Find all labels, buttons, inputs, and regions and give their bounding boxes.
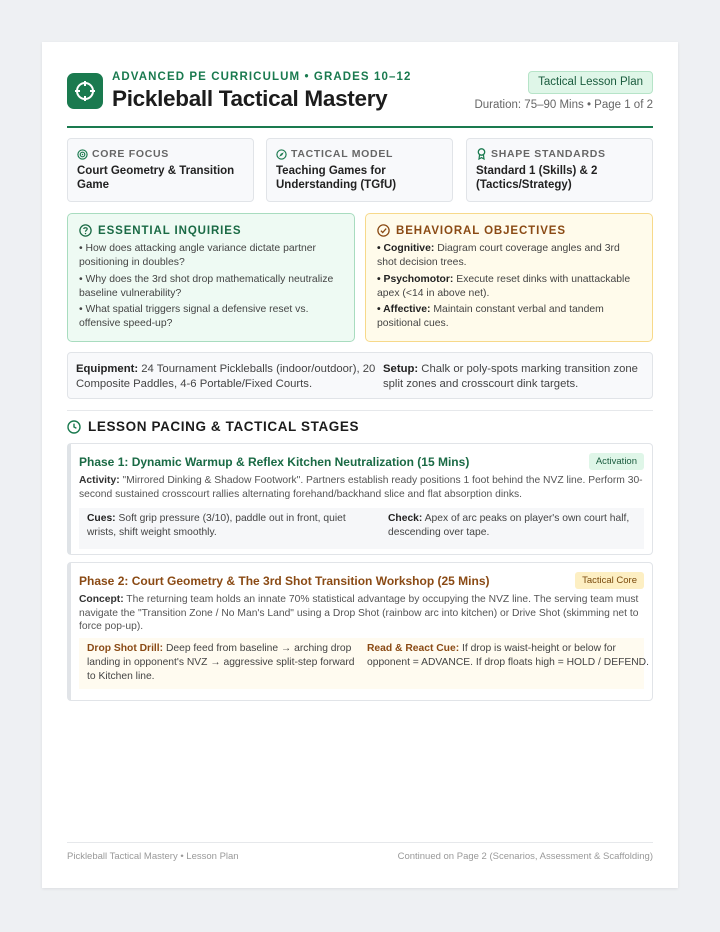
objective-label: • Cognitive: xyxy=(377,243,435,254)
activity-label: Activity: xyxy=(79,475,120,486)
concept-label: Concept: xyxy=(79,594,124,605)
award-icon xyxy=(476,148,487,160)
clock-icon xyxy=(67,420,81,434)
plan-type-badge: Tactical Lesson Plan xyxy=(528,71,653,94)
target-logo-icon xyxy=(67,73,103,109)
drill-description: Deep feed from baseline → arching drop landing in opponent's NVZ → aggressive split-step forward to Kitchen line. xyxy=(87,643,355,682)
section-divider xyxy=(67,410,653,411)
behavioral-objectives-heading: BEHAVIORAL OBJECTIVES xyxy=(396,224,566,237)
setup-text xyxy=(383,362,645,391)
compass-icon xyxy=(276,149,287,160)
page-title: Pickleball Tactical Mastery xyxy=(112,86,388,111)
phase-activity xyxy=(79,474,644,501)
objective-text: Diagram court coverage angles and 3rd shot decision trees. xyxy=(377,243,620,268)
core-focus-label: CORE FOCUS xyxy=(92,148,170,160)
activity-text: "Mirrored Dinking & Shadow Footwork". Partners establish ready positions 1 foot behind the NVZ line. Perform 30-second sustained crosscourt rallies alternating forehand/backhand slice and flat absorption dinks. xyxy=(79,475,643,500)
stages-heading-text: LESSON PACING & TACTICAL STAGES xyxy=(88,419,360,434)
tactical-model-card xyxy=(266,138,453,202)
objective-item xyxy=(377,273,641,301)
drill-text xyxy=(87,642,363,684)
objectives-list xyxy=(377,242,641,331)
read-react-description: If drop is waist-height or below for opponent = ADVANCE. If drop floats high = HOLD / DEFEND. xyxy=(367,643,649,668)
core-focus-card xyxy=(67,138,254,202)
tactical-model-value: Teaching Games for Understanding (TGfU) xyxy=(276,165,397,191)
equipment-setup-box xyxy=(67,352,653,399)
shape-standards-value: Standard 1 (Skills) & 2 (Tactics/Strategy) xyxy=(476,165,598,191)
inquiry-item: • Why does the 3rd shot drop mathematically neutralize baseline vulnerability? xyxy=(79,273,334,299)
phase-title: Phase 1: Dynamic Warmup & Reflex Kitchen Neutralization (15 Mins) xyxy=(79,455,470,469)
read-react-text xyxy=(367,642,649,670)
equipment-text xyxy=(76,362,378,391)
setup-label: Setup: xyxy=(383,363,419,375)
check-circle-icon xyxy=(377,224,390,237)
check-description: Apex of arc peaks on player's own court half, descending over tape. xyxy=(388,513,630,538)
footer-divider xyxy=(67,842,653,843)
inquiry-item: • What spatial triggers signal a defensive reset vs. offensive speed-up? xyxy=(79,304,309,329)
check-label: Check: xyxy=(388,513,423,524)
core-focus-value: Court Geometry & Transition Game xyxy=(77,165,235,191)
equipment-list: 24 Tournament Pickleballs (indoor/outdoor), 20 Composite Paddles, 4-6 Portable/Fixed Courts. xyxy=(76,363,376,390)
essential-inquiries-heading: ESSENTIAL INQUIRIES xyxy=(98,224,242,237)
shape-standards-label: SHAPE STANDARDS xyxy=(491,148,606,160)
equipment-label: Equipment: xyxy=(76,363,139,375)
drill-label: Drop Shot Drill: xyxy=(87,643,164,654)
concept-text: The returning team holds an innate 70% statistical advantage by occupying the NVZ line. The serving team must navigate the "Transition Zone / No Man's Land" using a Drop Shot (rainbow arc into kitchen) or Drive Shot (skimming net to force pop-up). xyxy=(79,594,639,632)
phase-concept xyxy=(79,593,644,634)
footer-right: Continued on Page 2 (Scenarios, Assessment & Scaffolding) xyxy=(397,851,653,862)
behavioral-objectives-box xyxy=(365,213,653,342)
setup-description: Chalk or poly-spots marking transition zone split zones and crosscourt dink targets. xyxy=(383,363,638,390)
lesson-plan-page xyxy=(42,42,678,888)
phase-title: Phase 2: Court Geometry & The 3rd Shot Transition Workshop (25 Mins) xyxy=(79,574,490,588)
stages-heading xyxy=(67,419,359,434)
tactical-model-label: TACTICAL MODEL xyxy=(291,148,394,160)
phase-details xyxy=(79,508,644,549)
target-icon xyxy=(77,149,88,160)
phase-card-2 xyxy=(67,562,653,701)
question-circle-icon xyxy=(79,224,92,237)
phase-details xyxy=(79,638,649,689)
objective-item xyxy=(377,303,641,331)
header xyxy=(67,70,653,128)
objective-text: Execute reset dinks with unattackable apex (<14 in above net). xyxy=(377,273,631,299)
objective-label: • Affective: xyxy=(377,304,431,315)
cues-description: Soft grip pressure (3/10), paddle out in front, quiet wrists, shift weight smoothly. xyxy=(87,513,346,538)
cues-label: Cues: xyxy=(87,513,116,524)
footer-left: Pickleball Tactical Mastery • Lesson Plan xyxy=(67,851,239,862)
check-text xyxy=(388,512,650,540)
duration-meta: Duration: 75–90 Mins • Page 1 of 2 xyxy=(474,99,653,111)
header-divider xyxy=(67,126,653,128)
curriculum-eyebrow: ADVANCED PE CURRICULUM • GRADES 10–12 xyxy=(112,71,412,83)
phase-tag: Activation xyxy=(589,453,644,470)
inquiries-list xyxy=(79,242,343,331)
phase-tag: Tactical Core xyxy=(575,572,644,589)
phase-card-1 xyxy=(67,443,653,555)
read-react-label: Read & React Cue: xyxy=(367,643,460,654)
objective-text: Maintain constant verbal and tandem positional cues. xyxy=(377,304,604,329)
cues-text xyxy=(87,512,369,540)
objective-label: • Psychomotor: xyxy=(377,273,454,285)
objective-item xyxy=(377,242,641,270)
inquiry-item: • How does attacking angle variance dictate partner positioning in doubles? xyxy=(79,243,316,268)
shape-standards-card xyxy=(466,138,653,202)
essential-inquiries-box xyxy=(67,213,355,342)
